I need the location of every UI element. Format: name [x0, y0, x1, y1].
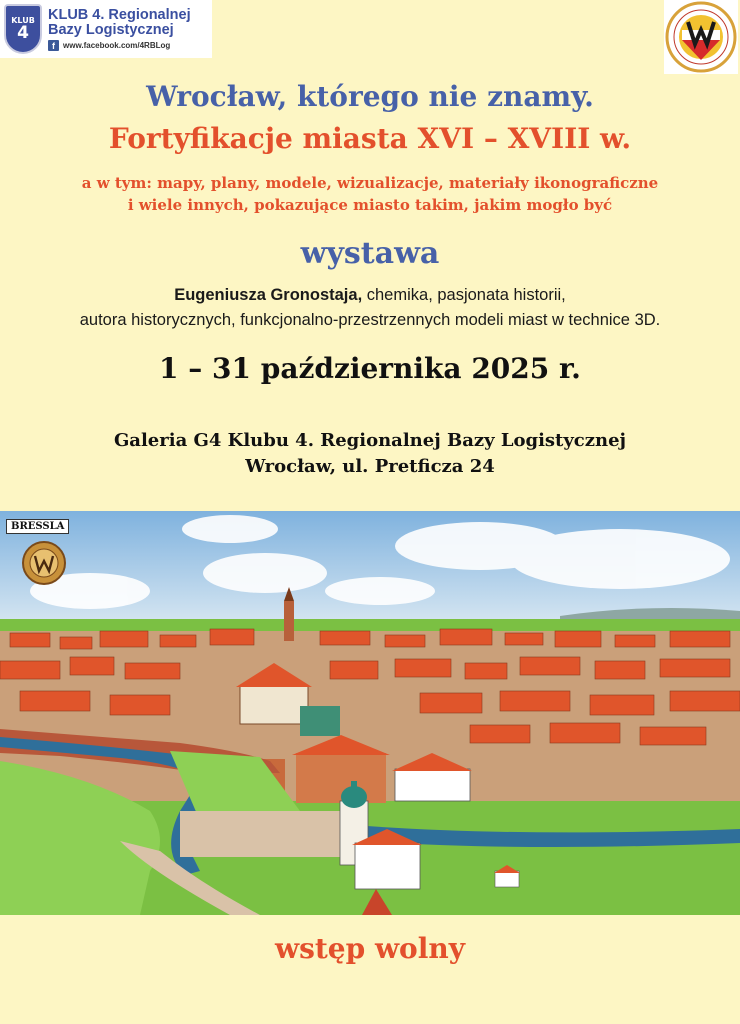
exhibition-label: wystawa [300, 236, 440, 271]
city-model-image [0, 511, 740, 915]
seal-icon [22, 541, 66, 585]
author-name: Eugeniusza Gronostaja, [174, 286, 363, 304]
free-entry: wstęp wolny [275, 932, 465, 965]
subtitle-line2: i wiele innych, pokazujące miasto takim, jakim mogło być [127, 196, 613, 214]
facebook-url: www.facebook.com/4RBLog [63, 40, 171, 50]
facebook-icon: f [48, 40, 59, 51]
association-emblem [664, 0, 738, 74]
author-line1 [0, 283, 740, 308]
shield-number: 4 [17, 22, 29, 43]
subtitle [0, 172, 740, 216]
top-bar [0, 0, 740, 58]
facebook-link[interactable] [48, 40, 191, 51]
author-line2: autora historycznych, funkcjonalno-przestrzennych modeli miast w technice 3D. [79, 311, 661, 329]
club-name-line1: KLUB 4. Regionalnej [48, 6, 191, 23]
author-description [0, 283, 740, 333]
title-line2: Fortyfikacje miasta XVI – XVIII w. [108, 122, 632, 155]
venue-line1: Galeria G4 Klubu 4. Regionalnej Bazy Logistycznej [113, 430, 627, 451]
author-desc1: chemika, pasjonata historii, [362, 286, 566, 304]
club-logo[interactable] [0, 0, 212, 58]
bresslau-label: BRESSLA [6, 519, 69, 534]
venue [0, 428, 740, 480]
seal-emblem-icon [24, 543, 64, 583]
exhibition-dates: 1 – 31 października 2025 r. [159, 352, 581, 385]
city-model-illustration [0, 511, 740, 915]
emblem-icon [664, 0, 738, 74]
title-line1: Wrocław, którego nie znamy. [146, 80, 594, 113]
shield-top-text: KLUB [11, 15, 35, 25]
club-name [48, 8, 191, 51]
club-name-line2: Bazy Logistycznej [48, 21, 174, 38]
subtitle-line1: a w tym: mapy, plany, modele, wizualizacje, materiały ikonograficzne [81, 174, 659, 192]
venue-line2: Wrocław, ul. Pretficza 24 [245, 456, 495, 477]
club-shield-icon [4, 4, 42, 54]
